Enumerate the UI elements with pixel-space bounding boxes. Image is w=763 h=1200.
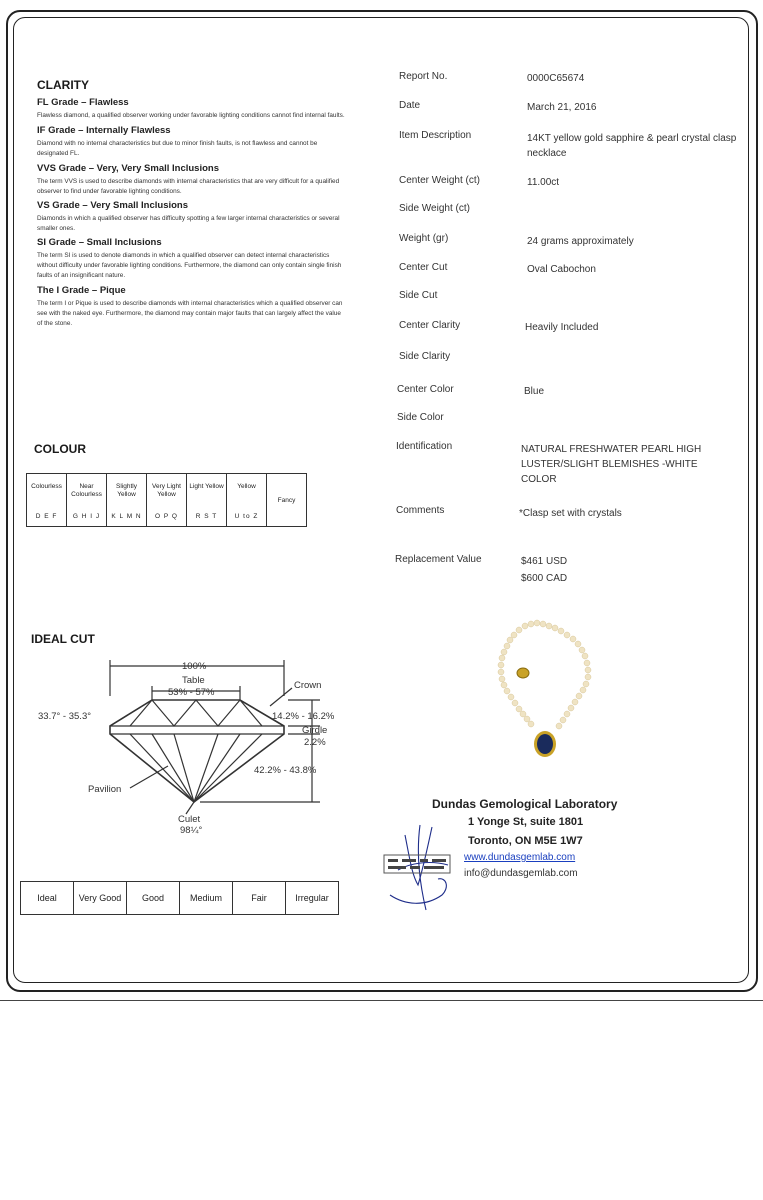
diamond-outline [110,700,284,802]
grade-vvs-desc: The term VVS is used to describe diamonds with internal characteristics that are very difficult for a qualified observer to find under favorable lighting conditions. [37,178,340,195]
lab-address-line1: 1 Yonge St, suite 1801 [468,816,584,828]
center-clarity-label: Center Clarity [399,320,461,331]
side-clarity-label: Side Clarity [399,351,451,362]
report-no-value: 0000C65674 [527,73,585,84]
crown-facet-a [130,700,152,726]
side-cut-label: Side Cut [399,290,438,301]
comments-label: Comments [396,505,445,516]
colour-cell-slightly-yellow: Slightly Yellow K L M N [107,474,147,527]
culet-value-label: 98¼° [180,825,203,836]
grade-si-desc: The term SI is used to denote diamonds in which a qualified observer can detect internal characteristics without difficulty under favorable lighting conditions. Furthermore, the diamond can only contain single finish faults of an insignificant nature. [37,252,342,279]
sapphire-stone [537,734,553,754]
colour-cell-fancy: Fancy [267,474,307,527]
table-label: Table [182,675,205,686]
pavilion-facet-6 [194,734,262,802]
side-color-label: Side Color [397,412,444,423]
cut-grade-fair: Fair [233,882,286,915]
colour-heading: COLOUR [34,442,86,456]
pavilion-depth-label: 42.2% - 43.8% [254,765,317,776]
crown-facets [110,700,284,726]
clarity-heading: CLARITY [37,78,89,92]
pavilion-facet-2 [152,734,194,802]
diamond-diagram [20,650,370,840]
grade-fl-title: FL Grade – Flawless [37,97,129,108]
colour-cell-yellow: Yellow U to Z [227,474,267,527]
culet-label: Culet [178,814,201,825]
grade-if-desc: Diamond with no internal characteristics but due to minor finish faults, is not flawless and cannot be designated FL. [37,140,318,157]
pavilion-label: Pavilion [88,784,122,795]
clarity-grades [37,97,347,329]
crown-label: Crown [294,680,322,691]
pavilion-facet-4 [194,734,218,802]
colour-cell-very-light-yellow: Very Light Yellow O P Q [147,474,187,527]
cut-grade-ideal: Ideal [21,882,74,915]
cut-grade-good: Good [127,882,180,915]
page-divider [0,1000,763,1001]
crown-facet-b [240,700,262,726]
clasp [517,668,529,678]
signature [380,815,460,915]
ideal-cut-heading: IDEAL CUT [31,632,95,646]
center-cut-value: Oval Cabochon [527,264,596,275]
center-weight-label: Center Weight (ct) [399,175,480,186]
identification-value: NATURAL FRESHWATER PEARL HIGH LUSTER/SLIGHT BLEMISHES -WHITE COLOR [521,444,702,485]
colour-cell-light-yellow: Light Yellow R S T [187,474,227,527]
replacement-value-label: Replacement Value [395,554,482,565]
identification-label: Identification [396,441,453,452]
culet-pointer [186,802,194,814]
cut-grade-medium: Medium [180,882,233,915]
crown-pointer [270,688,292,706]
width-label: 100% [182,661,207,672]
colour-cell-near-colourless: Near Colourless G H I J [67,474,107,527]
date-label: Date [399,100,421,111]
colour-scale-table [26,473,307,527]
table-range-label: 53% - 57% [168,687,215,698]
center-cut-label: Center Cut [399,262,448,273]
cut-grade-irregular: Irregular [286,882,339,915]
lab-address-line2: Toronto, ON M5E 1W7 [468,835,583,847]
necklace-photo [485,618,625,768]
weight-gr-value: 24 grams approximately [527,236,634,247]
item-description-label: Item Description [399,130,472,141]
lab-website-link[interactable]: www.dundasgemlab.com [464,852,576,863]
report-no-label: Report No. [399,71,448,82]
cut-grade-table [20,881,339,915]
crown-height-label: 14.2% - 16.2% [272,711,335,722]
grade-si-title: SI Grade – Small Inclusions [37,237,162,248]
center-clarity-value: Heavily Included [525,322,599,333]
date-value: March 21, 2016 [527,102,597,113]
cut-grade-very-good: Very Good [74,882,127,915]
center-color-value: Blue [524,386,545,397]
item-description-value: 14KT yellow gold sapphire & pearl crystal clasp necklace [527,133,737,159]
replacement-usd-value: $461 USD [521,556,568,567]
girdle-value-label: 2.2% [304,737,326,748]
comments-value: *Clasp set with crystals [519,508,622,519]
center-weight-value: 11.00ct [527,177,560,188]
replacement-cad-value: $600 CAD [521,573,568,584]
crown-angle-label: 33.7° - 35.3° [38,711,92,722]
colour-cell-colourless: Colourless D E F [27,474,67,527]
lab-email[interactable]: info@dundasgemlab.com [464,868,578,879]
grade-vvs-title: VVS Grade – Very, Very Small Inclusions [37,163,219,174]
grade-if-title: IF Grade – Internally Flawless [37,125,171,136]
girdle-label: Girdle [302,725,328,736]
grade-vs-title: VS Grade – Very Small Inclusions [37,200,189,211]
grade-i-title: The I Grade – Pique [37,285,126,296]
weight-gr-label: Weight (gr) [399,233,449,244]
lab-name: Dundas Gemological Laboratory [432,797,618,811]
side-weight-label: Side Weight (ct) [399,203,470,214]
grade-vs-desc: Diamonds in which a qualified observer has difficulty spotting a few larger internal characteristics or several smaller ones. [37,215,340,232]
grade-i-desc: The term I or Pique is used to describe diamonds with internal characteristics which a qualified observer can see with the naked eye. Furthermore, the diamond may contain major faults that can largely affect the value of the stone. [37,300,343,327]
pavilion-facet-5 [194,734,240,802]
grade-fl-desc: Flawless diamond, a qualified observer working under favorable lighting conditions cannot find internal faults. [37,112,345,119]
center-color-label: Center Color [397,384,454,395]
